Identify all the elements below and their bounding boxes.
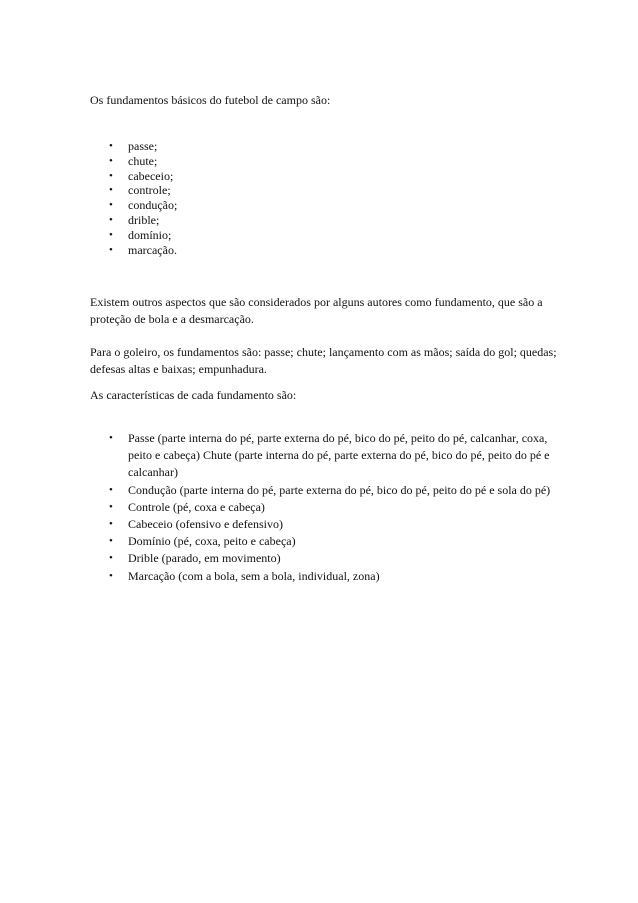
list-item (0, 482, 558, 499)
list-item (0, 198, 558, 213)
list-item-text: Drible (parado, em movimento) (128, 551, 281, 566)
list-item (0, 139, 558, 154)
list-item-text: Condução (parte interna do pé, parte externa do pé, bico do pé, peito do pé e sola do pé) (128, 482, 551, 497)
bullet-icon: • (109, 213, 113, 226)
list-item-text: Domínio (pé, coxa, peito e cabeça) (128, 534, 296, 549)
list-item (0, 169, 558, 184)
bullet-icon: • (109, 228, 113, 241)
bullet-icon: • (109, 184, 113, 197)
bullet-icon: • (109, 552, 113, 565)
list-item (0, 228, 558, 243)
list-item-text: Cabeceio (ofensivo e defensivo) (128, 517, 283, 532)
list-item-text: Marcação (com a bola, sem a bola, individual, zona) (128, 568, 380, 583)
list-item (0, 243, 558, 258)
list-item (0, 568, 558, 585)
bullet-icon: • (109, 140, 113, 152)
list-item-text: chute; (128, 153, 158, 168)
list-item-text: drible; (128, 212, 160, 227)
list-item (0, 516, 558, 533)
bullet-icon: • (109, 169, 113, 182)
bullet-icon: • (109, 243, 113, 256)
list-item (0, 213, 558, 228)
list-item (0, 499, 558, 516)
bullet-icon: • (109, 154, 113, 167)
bullet-icon: • (109, 483, 113, 496)
list-item-text: domínio; (128, 227, 172, 242)
list-item-text: Controle (pé, coxa e cabeça) (128, 499, 265, 514)
list-item-text: Passe (parte interna do pé, parte externa do pé, bico do pé, peito do pé, calcanhar, coxa, peito e cabeça) Chute (parte interna do pé, parte externa do pé, bico do pé, peito do pé e calcanhar) (128, 431, 550, 480)
bullet-icon: • (109, 535, 113, 548)
list-item (0, 550, 558, 567)
list-item-text: condução; (128, 198, 178, 213)
bullet-icon: • (109, 518, 113, 531)
list-item (0, 154, 558, 169)
bullet-icon: • (109, 500, 113, 513)
goalkeeper-paragraph: Para o goleiro, os fundamentos são: passe; chute; lançamento com as mãos; saída do gol; quedas; defesas altas e baixas; empunhadura. (90, 345, 557, 376)
list-item (0, 430, 558, 482)
basic-fundamentals-list (0, 139, 638, 257)
bullet-icon: • (109, 569, 113, 582)
list-item-text: marcação. (128, 242, 177, 257)
list-item-text: passe; (128, 139, 158, 153)
list-item-text: cabeceio; (128, 168, 174, 183)
bullet-icon: • (109, 199, 113, 212)
list-item (0, 183, 558, 198)
list-item (0, 533, 558, 550)
characteristics-list (0, 430, 638, 585)
aspects-paragraph: Existem outros aspectos que são considerados por alguns autores como fundamento, que são a proteção de bola e a desmarcação. (90, 295, 543, 326)
characteristics-intro: As características de cada fundamento são: (90, 388, 297, 402)
list-item-text: controle; (128, 183, 171, 198)
intro-paragraph: Os fundamentos básicos do futebol de campo são: (90, 93, 331, 107)
bullet-icon: • (109, 432, 113, 444)
